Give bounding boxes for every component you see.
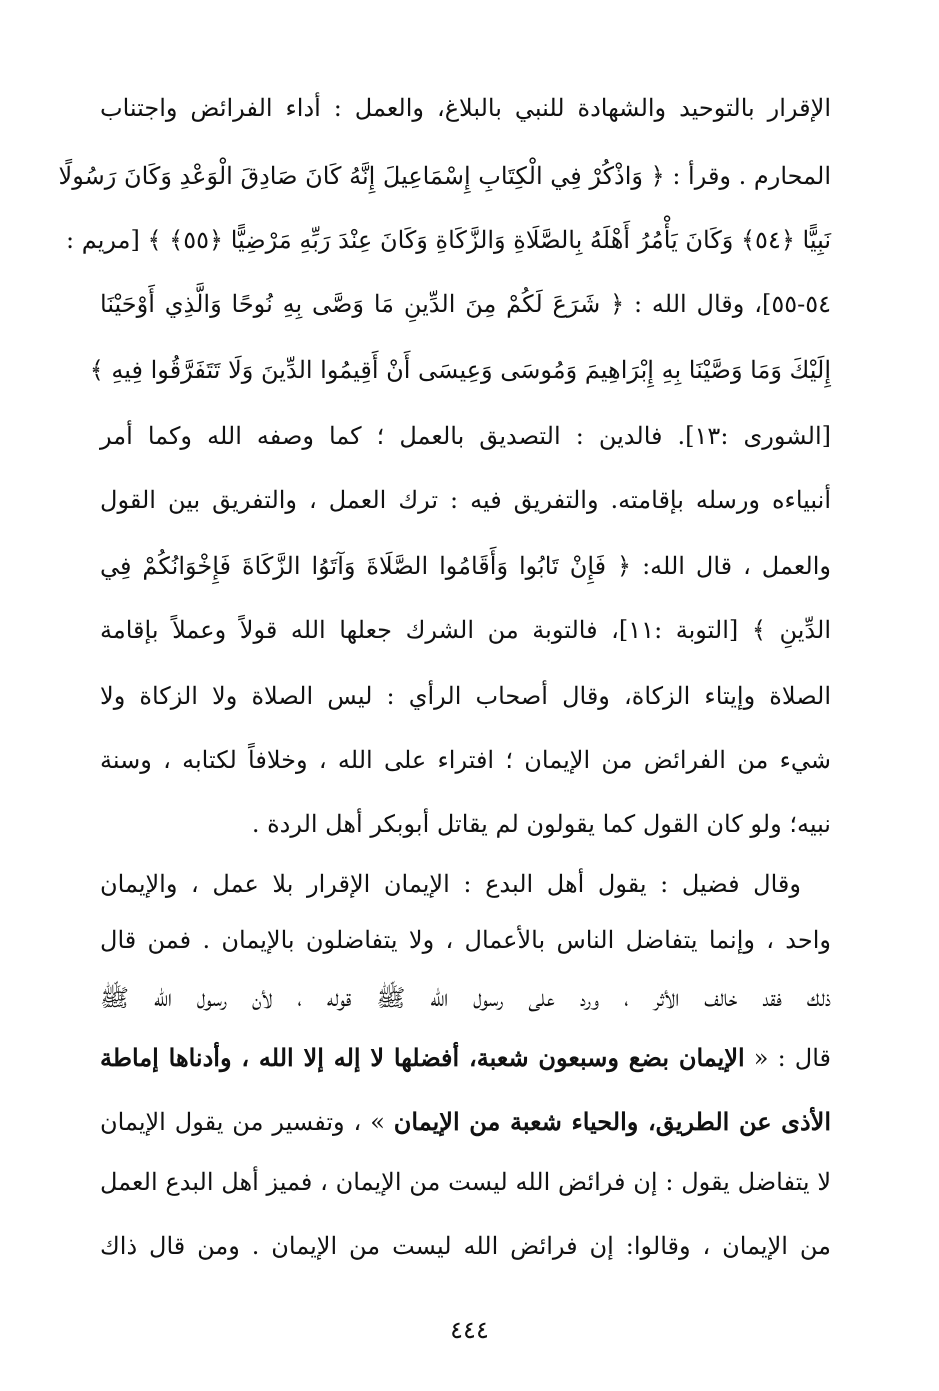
text-line: والعمل ، قال الله: ﴿ فَإِنْ تَابُوا وَأَقَامُوا الصَّلَاةَ وَآتَوُا الزَّكَاةَ فَإِخْوَانُكُمْ فِي [100,552,831,580]
text-line: نبيه؛ ولو كان القول كما يقولون لم يقاتل أبوبكر أهل الردة . [251,810,831,838]
text-line: لا يتفاضل يقول : إن فرائض الله ليست من الإيمان ، فميز أهل البدع العمل [100,1168,831,1196]
text-line: الصلاة وإيتاء الزكاة، وقال أصحاب الرأي : ليس الصلاة ولا الزكاة ولا [100,682,831,710]
hadith-line-1: قال : « الإيمان بضع وسبعون شعبة، أفضلها لا إله إلا الله ، وأدناها إماطة [100,1043,831,1072]
text-line: المحارم . وقرأ : ﴿ وَاذْكُرْ فِي الْكِتَابِ إِسْمَاعِيلَ إِنَّهُ كَانَ صَادِقَ الْوَعْدِ وَكَانَ رَسُولًا [58,162,831,190]
text-line: ٥٤-٥٥]، وقال الله : ﴿ شَرَعَ لَكُمْ مِنَ الدِّينِ مَا وَصَّى بِهِ نُوحًا وَالَّذِي أَوْحَيْنَا [100,290,831,318]
hadith-line-2: الأذى عن الطريق، والحياء شعبة من الإيمان » ، وتفسير من يقول الإيمان [100,1107,831,1136]
text-line: الدِّينِ ﴾ [التوبة :١١]، فالتوبة من الشرك جعلها الله قولاً وعملاً بإقامة [100,616,832,644]
page-number: ٤٤٤ [450,1316,489,1344]
text-line: نَبِيًّا ﴿٥٤﴾ وَكَانَ يَأْمُرُ أَهْلَهُ بِالصَّلَاةِ وَالزَّكَاةِ وَكَانَ عِنْدَ رَبِّهِ مَرْضِيًّا ﴿٥٥﴾ ﴾ [مريم : [66,226,831,254]
text-line: شيء من الفرائض من الإيمان ؛ افتراء على الله ، وخلافاً لكتابه ، وسنة [100,746,831,774]
text-line: أنبياءه ورسله بإقامته. والتفريق فيه : ترك العمل ، والتفريق بين القول [100,486,831,514]
text-line: واحد ، وإنما يتفاضل الناس بالأعمال ، ولا يتفاضلون بالإيمان . فمن قال [100,926,831,954]
hadith-bold-text: الأذى عن الطريق، والحياء شعبة من الإيمان [393,1107,831,1136]
text-line: ذلك فقد خالف الأثر ، ورد على رسول الله ﷺ قوله ، لأن رسول الله ﷺ [100,984,831,1012]
text-line: إِلَيْكَ وَمَا وَصَّيْنَا بِهِ إِبْرَاهِيمَ وَمُوسَى وَعِيسَى أَنْ أَقِيمُوا الدِّينَ وَلَا تَتَفَرَّقُوا فِيهِ ﴾ [89,356,831,384]
text-line: من الإيمان ، وقالوا: إن فرائض الله ليست من الإيمان . ومن قال ذاك [100,1232,831,1260]
text-line: الإقرار بالتوحيد والشهادة للنبي بالبلاغ، والعمل : أداء الفرائض واجتناب [100,94,831,122]
hadith-bold-text: الإيمان بضع وسبعون شعبة، أفضلها لا إله إلا الله ، وأدناها إماطة [100,1043,745,1072]
paragraph-first-line: وقال فضيل : يقول أهل البدع : الإيمان الإقرار بلا عمل ، والإيمان [100,870,801,898]
text-line: [الشورى :١٣]. فالدين : التصديق بالعمل ؛ كما وصفه الله وكما أمر [100,422,831,450]
